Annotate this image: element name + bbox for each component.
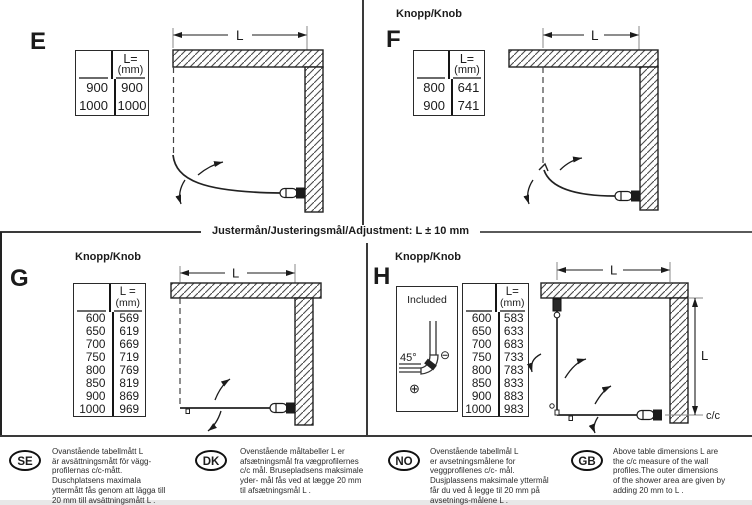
table-row: 900 741 <box>414 97 484 115</box>
table-h-header-blank <box>463 284 495 312</box>
diagram-e <box>160 20 342 226</box>
table-row: 800 769 <box>74 364 145 377</box>
country-badge-no: NO <box>388 450 420 471</box>
table-g-header-blank <box>74 284 109 312</box>
swing-arrow-icon <box>208 411 221 431</box>
table-g-header-l: L = (mm) <box>109 284 146 312</box>
swing-arrow-icon <box>565 359 586 378</box>
table-row: 600 583 <box>463 312 528 325</box>
table-row: 850 833 <box>463 377 528 390</box>
table-row: 650 633 <box>463 325 528 338</box>
included-label: Included <box>407 294 447 306</box>
svg-text:L: L <box>610 262 618 278</box>
included-box <box>396 286 458 412</box>
table-f-header-l: L= (mm) <box>448 51 484 79</box>
hinge-icon <box>555 410 559 415</box>
table-row: 800 783 <box>463 364 528 377</box>
note-text-no: Ovenstående tabellmål L er avsetningsmålene for veggprofilenes c/c- mål. Dusjplassens maksimale yttermål får du ved å legge til 20 mm på avsetnings-målene L . <box>430 447 549 505</box>
dimension-table-f <box>413 50 485 116</box>
wall-right <box>295 298 313 425</box>
note-text-se: Ovanstående tabellmått L är avsättningsmått för vägg- profilernas c/c-mått. Duschplatsens maximala yttermått fås genom att lägga till 20 mm till avsättningsmått L . <box>52 447 166 505</box>
table-row: 600 569 <box>74 312 145 325</box>
table-row: 850 819 <box>74 377 145 390</box>
minus-screw-icon: ⊖ <box>440 348 451 362</box>
cc-label: c/c <box>706 410 721 422</box>
country-badge-se: SE <box>9 450 41 471</box>
adjustment-label: Justermån/Justeringsmål/Adjustment: L ± 10 mm <box>201 225 480 238</box>
svg-text:L: L <box>701 348 709 363</box>
note-text-gb: Above table dimensions L are the c/c measure of the wall profiles.The outer dimensions of the shower area are given by adding 20 mm to L . <box>613 447 726 495</box>
swing-arrow-icon <box>180 180 185 204</box>
curved-door <box>544 170 615 196</box>
panel-letter-h: H <box>373 263 391 290</box>
curved-door <box>173 155 280 193</box>
dimension-table-g <box>73 283 146 417</box>
table-row: 900 869 <box>74 390 145 403</box>
table-row: 700 683 <box>463 338 528 351</box>
svg-text:L: L <box>591 28 599 43</box>
table-row: 900 900 <box>76 79 148 97</box>
swing-arrow-icon <box>560 158 582 170</box>
wall-top <box>541 283 688 298</box>
table-row: 800 641 <box>414 79 484 97</box>
table-row: 750 719 <box>74 351 145 364</box>
door-knob <box>637 410 662 421</box>
diagram-h <box>525 256 752 438</box>
divider-bottom-vertical <box>366 243 368 435</box>
wall-right <box>640 67 658 210</box>
knob-label-h: Knopp/Knob <box>395 251 461 263</box>
hinge-icon <box>539 164 548 171</box>
table-row: 1000 983 <box>463 403 528 416</box>
dimension-l-top <box>557 262 670 282</box>
diagram-g <box>163 258 333 436</box>
divider-mid-left <box>0 231 201 233</box>
table-h-header-l: L= (mm) <box>495 284 529 312</box>
wall-right <box>670 298 688 423</box>
divider-mid-right <box>480 231 752 233</box>
table-row: 1000 969 <box>74 403 145 416</box>
country-badge-dk: DK <box>195 450 227 471</box>
table-row: 650 619 <box>74 325 145 338</box>
door-knob <box>270 403 295 414</box>
panel-letter-f: F <box>386 26 401 53</box>
svg-text:L: L <box>236 28 244 43</box>
knob-label-f: Knopp/Knob <box>396 8 462 20</box>
svg-text:L: L <box>232 265 240 281</box>
panel-letter-g: G <box>10 265 29 292</box>
dimension-table-e <box>75 50 149 116</box>
hinge-icon <box>550 404 554 408</box>
country-badge-gb: GB <box>571 450 603 471</box>
wall-top <box>171 283 321 298</box>
plus-screw-icon: ⊕ <box>409 381 420 396</box>
table-row: 1000 1000 <box>79 98 147 113</box>
wall-right <box>305 67 323 212</box>
page-edge-line <box>0 232 2 435</box>
table-f-header-blank <box>414 51 448 79</box>
table-e-header-blank <box>76 51 111 79</box>
divider-top-vertical <box>362 0 364 228</box>
table-e-header-l: L= (mm) <box>111 51 148 79</box>
dimension-table-h <box>462 283 529 417</box>
table-row: 900 883 <box>463 390 528 403</box>
table-row: 750 733 <box>463 351 528 364</box>
corner-joint-illustration <box>397 311 456 411</box>
swing-arrow-icon <box>215 379 230 400</box>
door-knob <box>615 191 640 202</box>
door-foot <box>569 416 573 421</box>
swing-arrow-icon <box>198 162 223 175</box>
door-knob-vertical <box>553 299 561 318</box>
knob-label-g: Knopp/Knob <box>75 251 141 263</box>
door-knob <box>280 188 305 199</box>
swing-arrow-icon <box>594 417 598 433</box>
door-foot <box>186 409 190 414</box>
swing-arrow-icon <box>595 386 611 404</box>
panel-letter-e: E <box>30 28 47 55</box>
wall-top <box>173 50 323 67</box>
swing-arrow-icon <box>528 180 533 204</box>
swing-arrow-icon <box>531 354 541 372</box>
angle-label: 45° <box>400 352 417 364</box>
note-text-dk: Ovenstående måltabeller L er afsætningsmål fra vægprofilernes c/c mål. Brusepladsens maksimale yder- mål fås ved at lægge 20 mm til afsætningsmål L . <box>240 447 364 495</box>
wall-top <box>509 50 658 67</box>
diagram-f <box>500 20 682 226</box>
table-row: 700 669 <box>74 338 145 351</box>
